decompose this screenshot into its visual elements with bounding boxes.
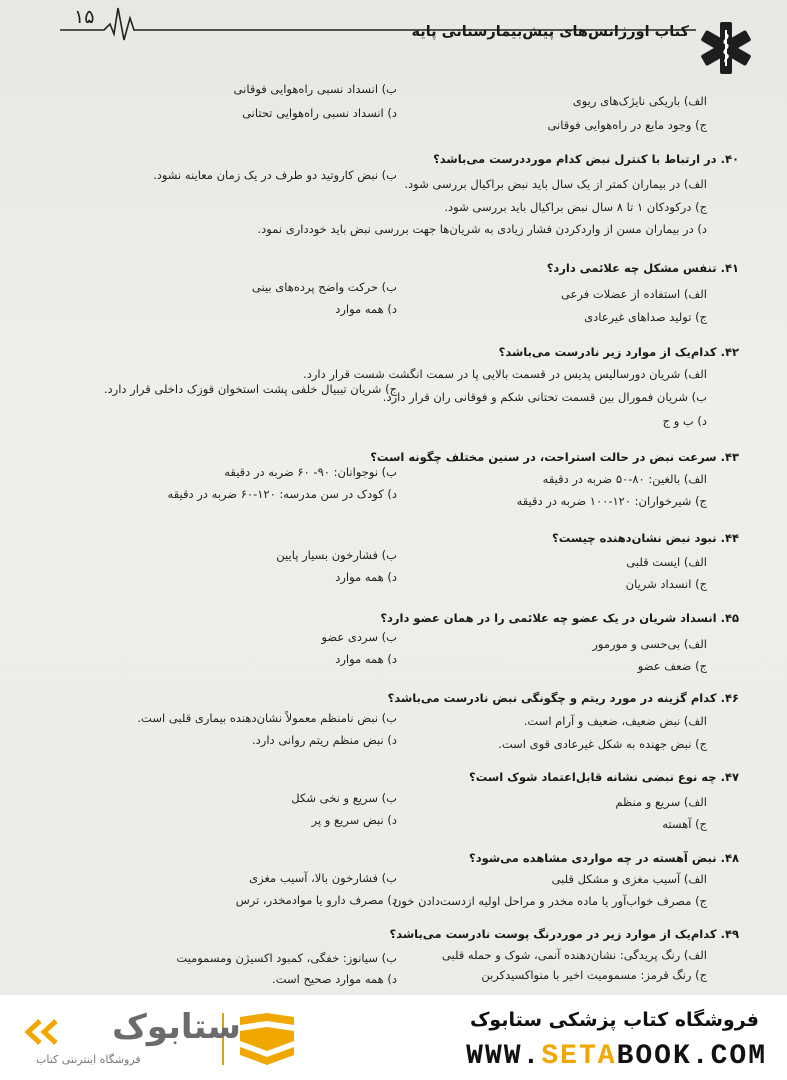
question-45: ۴۵. انسداد شریان در یک عضو چه علائمی را در همان عضو دارد؟ [380,611,739,625]
option-c: ج) شریان تیبیال خلفی پشت استخوان قوزک داخلی قرار دارد. [103,382,397,396]
url-brand-highlight: SETA [541,1041,617,1072]
question-41: ۴۱. تنفس مشکل چه علائمی دارد؟ [546,261,739,275]
option-a: الف) استفاده از عضلات فرعی [560,287,707,301]
website-url[interactable] [466,1041,767,1072]
option-a: الف) باریکی نایژک‌های ریوی [572,94,707,108]
option-c: ج) تولید صداهای غیرعادی [584,310,707,324]
option-b: ب) نبض نامنظم معمولاً نشان‌دهنده بیماری قلبی است. [137,711,397,725]
option-b: ب) فشارخون بالا، آسیب مغزی [249,871,397,885]
option-a: الف) نبض ضعیف، ضعیف و آرام است. [523,714,707,728]
option-d: د) همه موارد [335,302,397,316]
double-chevron-icon [22,1017,62,1047]
option-d: د) کودک در سن مدرسه: ۱۲۰-۶۰ ضربه در دقیقه [167,487,397,501]
option-d: د) همه موارد صحیح است. [272,972,397,986]
option-c: ج) درکودکان ۱ تا ۸ سال نبض براکیال باید بررسی شود. [444,200,707,214]
option-d: د) ب و ج [662,414,707,428]
question-40: ۴۰. در ارتباط با کنترل نبض کدام مورددرست می‌باشد؟ [433,152,739,166]
url-suffix: BOOK.COM [616,1041,767,1072]
option-d: د) انسداد نسبی راه‌هوایی تحتانی [242,106,397,120]
question-42: ۴۲. کدام‌یک از موارد زیر نادرست می‌باشد؟ [498,345,739,359]
option-d: د) همه موارد [335,570,397,584]
option-c: ج) مصرف خواب‌آور یا ماده مخدر و مراحل اولیه ازدست‌دادن خون [392,894,707,908]
option-b: ب) حرکت واضح پرده‌های بینی [251,280,397,294]
option-b: ب) شریان فمورال بین قسمت تحتانی شکم و فوقانی ران قرار دارد. [382,390,707,404]
question-43: ۴۳. سرعت نبض در حالت استراحت، در سنین مختلف چگونه است؟ [370,450,739,464]
option-d: د) همه موارد [335,652,397,666]
option-b: ب) سریع و نخی شکل [291,791,397,805]
question-48: ۴۸. نبض آهسته در چه مواردی مشاهده می‌شود؟ [469,851,739,865]
option-b: ب) انسداد نسبی راه‌هوایی فوقانی [233,82,397,96]
shop-title: فروشگاه کتاب پزشکی ستابوک [469,1009,759,1031]
option-a: الف) رنگ پریدگی: نشان‌دهنده آنمی، شوک و حمله قلبی [441,948,707,962]
question-44: ۴۴. نبود نبض نشان‌دهنده چیست؟ [552,531,739,545]
option-c: ج) انسداد شریان [625,577,707,591]
option-b: ب) سیانوز: خفگی، کمبود اکسیژن ومسمومیت [176,951,397,965]
option-d: د) نبض سریع و پر [311,813,397,827]
option-a: الف) بالغین: ۸۰-۵۰ ضربه در دقیقه [542,472,707,486]
option-d: د) در بیماران مسن از واردکردن فشار زیادی به شریان‌ها جهت بررسی نبض باید خودداری نمود. [257,222,707,236]
url-prefix: WWW. [466,1041,542,1072]
option-a: الف) آسیب مغزی و مشکل قلبی [551,872,707,886]
option-c: ج) ضعف عضو [637,659,707,673]
option-c: ج) شیرخواران: ۱۲۰-۱۰۰ ضربه در دقیقه [516,494,707,508]
question-46: ۴۶. کدام گزینه در مورد ریتم و چگونگی نبض نادرست می‌باشد؟ [387,691,739,705]
option-b: ب) فشارخون بسیار پایین [276,548,397,562]
logo-tagline: فروشگاه اینترنتی کتاب [36,1053,141,1066]
option-d: د) نبض منظم ریتم روانی دارد. [252,733,397,747]
page-header [0,0,787,80]
book-title: کتاب اورژانس‌های پیش‌بیمارستانی پایه [411,24,689,40]
option-a: الف) سریع و منظم [615,795,707,809]
question-49: ۴۹. کدام‌یک از موارد زیر در موردرنگ پوست نادرست می‌باشد؟ [389,927,739,941]
option-c: ج) آهسته [662,817,707,831]
option-a: الف) در بیماران کمتر از یک سال باید نبض براکیال بررسی شود. [404,177,707,191]
option-b: ب) نبض کاروتید دو طرف در یک زمان معاینه نشود. [153,168,397,182]
page-number: ۱۵ [74,6,95,28]
setabook-logo[interactable] [22,1007,312,1073]
footer-banner [0,995,787,1080]
option-b: ب) نوجوانان: ۹۰- ۶۰ ضربه در دقیقه [224,465,397,479]
option-c: ج) رنگ قرمز: مسمومیت اخیر با منواکسیدکربن [481,968,707,982]
option-c: ج) وجود مایع در راه‌هوایی فوقانی [547,118,707,132]
stacked-chevrons-icon [236,1011,298,1069]
question-47: ۴۷. چه نوع نبضی نشانه قابل‌اعتماد شوک است؟ [469,770,739,784]
option-a: الف) ایست قلبی [626,555,707,569]
logo-brand-text: ستابوک [112,1007,241,1047]
option-a: الف) شریان دورسالیس پدیس در قسمت بالایی پا در سمت انگشت شست قرار دارد. [303,367,707,381]
option-c: ج) نبض جهنده به شکل غیرعادی قوی است. [498,737,707,751]
option-a: الف) بی‌حسی و مورمور [592,637,707,651]
star-of-life-icon [696,18,756,78]
option-d: د) مصرف دارو یا موادمخدر، ترس [235,893,397,907]
option-b: ب) سردی عضو [321,630,397,644]
